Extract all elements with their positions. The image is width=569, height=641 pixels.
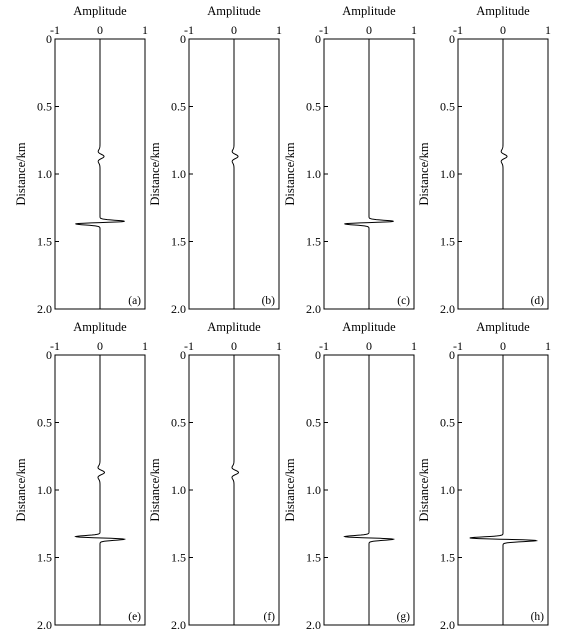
trace-line — [470, 355, 536, 625]
y-tick-label: 1.5 — [440, 550, 455, 565]
trace-line — [232, 355, 238, 625]
axis-title-amplitude: Amplitude — [207, 320, 261, 334]
x-tick-label: 0 — [231, 339, 237, 353]
y-tick-label: 2.0 — [37, 302, 52, 316]
panel-label: (a) — [128, 295, 141, 307]
y-tick-label: 1.5 — [440, 234, 455, 249]
x-tick-label: 1 — [142, 339, 148, 353]
axis-title-amplitude: Amplitude — [342, 4, 396, 18]
y-tick-label: 0 — [449, 32, 455, 46]
y-axis-label: Distance/km — [148, 142, 162, 206]
trace-line — [501, 39, 507, 309]
axis-title-amplitude: Amplitude — [73, 4, 127, 18]
trace-line — [76, 355, 125, 625]
y-axis-label: Distance/km — [14, 458, 28, 522]
x-tick-label: 0 — [366, 339, 372, 353]
y-tick-label: 0 — [315, 32, 321, 46]
x-tick-label: 1 — [276, 23, 282, 37]
y-tick-label: 0.5 — [440, 99, 455, 114]
axis-title-amplitude: Amplitude — [73, 320, 127, 334]
x-tick-label: 0 — [231, 23, 237, 37]
x-tick-label: 0 — [366, 23, 372, 37]
y-tick-label: 0 — [180, 348, 186, 362]
y-tick-label: 1.5 — [171, 550, 186, 565]
y-tick-label: 1.0 — [440, 483, 455, 497]
trace-line — [232, 39, 238, 309]
x-tick-label: -1 — [50, 339, 60, 353]
y-tick-label: 2.0 — [171, 618, 186, 632]
axis-title-amplitude: Amplitude — [207, 4, 261, 18]
panel-label: (d) — [530, 295, 544, 307]
axis-title-amplitude: Amplitude — [476, 320, 530, 334]
y-axis-label: Distance/km — [417, 458, 431, 522]
y-tick-label: 1.5 — [37, 550, 52, 565]
axis-title-amplitude: Amplitude — [476, 4, 530, 18]
x-tick-label: 1 — [276, 339, 282, 353]
panel-f — [148, 320, 282, 632]
panel-label: (h) — [530, 611, 544, 623]
y-axis-label: Distance/km — [417, 142, 431, 206]
y-tick-label: 1.5 — [171, 234, 186, 249]
panel-label: (g) — [396, 611, 410, 623]
y-tick-label: 2.0 — [171, 302, 186, 316]
trace-line — [345, 39, 393, 309]
trace-line — [345, 355, 394, 625]
x-tick-label: -1 — [184, 339, 194, 353]
y-tick-label: 1.0 — [37, 167, 52, 181]
panel-label: (e) — [128, 611, 141, 623]
y-tick-label: 1.0 — [440, 167, 455, 181]
panel-e — [14, 320, 148, 632]
y-tick-label: 1.0 — [306, 167, 321, 181]
axis-title-amplitude: Amplitude — [342, 320, 396, 334]
y-tick-label: 1.0 — [171, 167, 186, 181]
x-tick-label: -1 — [184, 23, 194, 37]
x-tick-label: -1 — [319, 23, 329, 37]
x-tick-label: 1 — [545, 23, 551, 37]
y-tick-label: 0.5 — [171, 99, 186, 114]
panel-c — [283, 4, 417, 316]
y-tick-label: 1.0 — [306, 483, 321, 497]
y-tick-label: 0 — [180, 32, 186, 46]
y-tick-label: 1.5 — [306, 234, 321, 249]
panel-label: (f) — [263, 611, 275, 623]
panel-h — [417, 320, 551, 632]
panel-b — [148, 4, 282, 316]
y-tick-label: 0.5 — [171, 415, 186, 430]
x-tick-label: 0 — [97, 339, 103, 353]
x-tick-label: -1 — [50, 23, 60, 37]
y-tick-label: 1.5 — [306, 550, 321, 565]
panel-d — [417, 4, 551, 316]
y-tick-label: 2.0 — [306, 302, 321, 316]
y-axis-label: Distance/km — [148, 458, 162, 522]
y-tick-label: 0 — [449, 348, 455, 362]
y-tick-label: 0.5 — [37, 415, 52, 430]
x-tick-label: 0 — [97, 23, 103, 37]
x-tick-label: 1 — [545, 339, 551, 353]
y-tick-label: 0 — [46, 32, 52, 46]
panel-label: (c) — [397, 295, 410, 307]
panel-g — [283, 320, 417, 632]
y-tick-label: 1.0 — [171, 483, 186, 497]
y-tick-label: 0.5 — [306, 415, 321, 430]
x-tick-label: 1 — [411, 339, 417, 353]
y-axis-label: Distance/km — [14, 142, 28, 206]
y-tick-label: 0.5 — [440, 415, 455, 430]
x-tick-label: -1 — [453, 339, 463, 353]
y-axis-label: Distance/km — [283, 458, 297, 522]
y-tick-label: 2.0 — [306, 618, 321, 632]
x-tick-label: 0 — [500, 339, 506, 353]
y-tick-label: 1.0 — [37, 483, 52, 497]
y-tick-label: 0 — [46, 348, 52, 362]
x-tick-label: -1 — [319, 339, 329, 353]
x-tick-label: 1 — [142, 23, 148, 37]
y-tick-label: 1.5 — [37, 234, 52, 249]
y-tick-label: 0 — [315, 348, 321, 362]
trace-line — [76, 39, 124, 309]
panel-label: (b) — [261, 295, 275, 307]
x-tick-label: -1 — [453, 23, 463, 37]
x-tick-label: 0 — [500, 23, 506, 37]
y-tick-label: 0.5 — [306, 99, 321, 114]
panel-a — [14, 4, 148, 316]
y-tick-label: 0.5 — [37, 99, 52, 114]
y-tick-label: 2.0 — [440, 302, 455, 316]
x-tick-label: 1 — [411, 23, 417, 37]
y-tick-label: 2.0 — [440, 618, 455, 632]
y-axis-label: Distance/km — [283, 142, 297, 206]
y-tick-label: 2.0 — [37, 618, 52, 632]
